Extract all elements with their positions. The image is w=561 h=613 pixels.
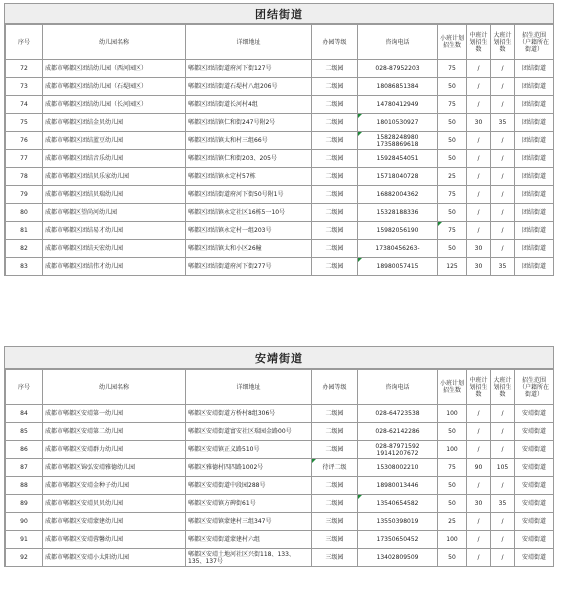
cell-level: 二级园 [312, 96, 358, 114]
cell-kindergarten-name: 成都市郫都区安靖金种子幼儿园 [43, 477, 186, 495]
header-col-phone: 咨询电话 [358, 25, 438, 60]
cell-large-class: / [491, 531, 515, 549]
cell-level: 二级园 [312, 258, 358, 276]
cell-address: 郫都区安靖镇方碑街61号 [186, 495, 312, 513]
cell-small-class: 75 [438, 186, 467, 204]
section-tuanjie [4, 3, 554, 276]
cell-phone: 13550398019 [358, 513, 438, 531]
cell-level: 待评二级 [312, 459, 358, 477]
cell-small-class: 125 [438, 258, 467, 276]
cell-small-class: 100 [438, 441, 467, 459]
cell-small-class: 50 [438, 549, 467, 567]
cell-address: 郫都区团结镇永定村57栋 [186, 168, 312, 186]
table-row [6, 204, 554, 222]
cell-scope: 安靖街道 [515, 441, 554, 459]
header-col-scope: 招生范围（户籍所在街道） [515, 25, 554, 60]
header-col-small: 小班计划招生数 [438, 370, 467, 405]
cell-number: 92 [6, 549, 43, 567]
table-row [6, 423, 554, 441]
cell-number: 88 [6, 477, 43, 495]
cell-phone: 13540654582 [358, 495, 438, 513]
cell-large-class: 35 [491, 495, 515, 513]
cell-small-class: 75 [438, 96, 467, 114]
cell-kindergarten-name: 成都市郫都区团结幼儿园（西河园区） [43, 60, 186, 78]
cell-small-class: 75 [438, 60, 467, 78]
cell-middle-class: / [467, 186, 491, 204]
header-col-no: 序号 [6, 25, 43, 60]
cell-kindergarten-name: 成都市郫都区安靖蓉馨幼儿园 [43, 531, 186, 549]
cell-phone: 18010530927 [358, 114, 438, 132]
cell-level: 二级园 [312, 222, 358, 240]
cell-middle-class: / [467, 441, 491, 459]
cell-number: 91 [6, 531, 43, 549]
cell-small-class: 25 [438, 168, 467, 186]
cell-address: 郫都区团结镇仁和街203、205号 [186, 150, 312, 168]
cell-address: 郫都区团结街道府河下街50号附1号 [186, 186, 312, 204]
cell-large-class: / [491, 78, 515, 96]
table-header-row [6, 25, 554, 60]
cell-middle-class: / [467, 132, 491, 150]
table-row [6, 222, 554, 240]
cell-small-class: 50 [438, 78, 467, 96]
kindergarten-table [5, 369, 554, 567]
header-col-large: 大班计划招生数 [491, 370, 515, 405]
cell-middle-class: 30 [467, 114, 491, 132]
cell-phone: 17350650452 [358, 531, 438, 549]
header-col-level: 办园等级 [312, 370, 358, 405]
cell-address: 郫都区团结街道府河下街277号 [186, 258, 312, 276]
cell-scope: 团结街道 [515, 204, 554, 222]
cell-scope: 团结街道 [515, 60, 554, 78]
cell-level: 二级园 [312, 150, 358, 168]
cell-middle-class: / [467, 531, 491, 549]
cell-small-class: 50 [438, 150, 467, 168]
cell-number: 77 [6, 150, 43, 168]
cell-number: 81 [6, 222, 43, 240]
cell-address: 郫都区安靖土地河社区兴街118、133、135、137号 [186, 549, 312, 567]
cell-middle-class: / [467, 168, 491, 186]
cell-scope: 安靖街道 [515, 531, 554, 549]
cell-scope: 团结街道 [515, 240, 554, 258]
header-col-address: 详细地址 [186, 25, 312, 60]
table-row [6, 240, 554, 258]
cell-middle-class: / [467, 222, 491, 240]
table-row [6, 459, 554, 477]
table-row [6, 549, 554, 567]
cell-middle-class: / [467, 204, 491, 222]
cell-kindergarten-name: 成都市郫都区团结贝瑞幼儿园 [43, 186, 186, 204]
cell-scope: 团结街道 [515, 168, 554, 186]
cell-middle-class: 30 [467, 240, 491, 258]
cell-level: 二级园 [312, 477, 358, 495]
cell-address: 郫都区安靖街道中段园288号 [186, 477, 312, 495]
cell-scope: 安靖街道 [515, 423, 554, 441]
table-row [6, 513, 554, 531]
cell-number: 80 [6, 204, 43, 222]
cell-kindergarten-name: 成都市郫都区团结音乐幼儿园 [43, 150, 186, 168]
cell-address: 郫都区团结镇永定村一组203号 [186, 222, 312, 240]
cell-level: 二级园 [312, 240, 358, 258]
cell-level: 二级园 [312, 204, 358, 222]
cell-large-class: / [491, 222, 515, 240]
header-col-no: 序号 [6, 370, 43, 405]
table-row [6, 78, 554, 96]
cell-level: 二级园 [312, 405, 358, 423]
header-col-phone: 咨询电话 [358, 370, 438, 405]
cell-phone: 028-87971592 19141207672 [358, 441, 438, 459]
cell-level: 三级园 [312, 513, 358, 531]
cell-small-class: 50 [438, 423, 467, 441]
cell-middle-class: / [467, 423, 491, 441]
cell-kindergarten-name: 成都市郫都区望尚河幼儿园 [43, 204, 186, 222]
cell-phone: 15928454051 [358, 150, 438, 168]
cell-large-class: / [491, 441, 515, 459]
cell-small-class: 75 [438, 222, 467, 240]
cell-small-class: 50 [438, 240, 467, 258]
cell-middle-class: / [467, 78, 491, 96]
table-header-row [6, 370, 554, 405]
header-col-small: 小班计划招生数 [438, 25, 467, 60]
header-col-middle: 中班计划招生数 [467, 370, 491, 405]
cell-phone: 15982056190 [358, 222, 438, 240]
header-col-middle: 中班计划招生数 [467, 25, 491, 60]
cell-number: 83 [6, 258, 43, 276]
cell-phone: 17380456263- [358, 240, 438, 258]
cell-scope: 团结街道 [515, 150, 554, 168]
cell-level: 二级园 [312, 495, 358, 513]
cell-number: 74 [6, 96, 43, 114]
cell-large-class: / [491, 186, 515, 204]
cell-kindergarten-name: 成都市郫都区团结金贝幼儿园 [43, 114, 186, 132]
cell-address: 郫都区团结镇永定社区16栋5一10号 [186, 204, 312, 222]
cell-phone: 028-87952203 [358, 60, 438, 78]
cell-small-class: 50 [438, 204, 467, 222]
cell-address: 郫都区安靖镇蒙建村三组347号 [186, 513, 312, 531]
cell-kindergarten-name: 成都市郫都区团结天宏幼儿园 [43, 240, 186, 258]
cell-large-class: / [491, 513, 515, 531]
cell-large-class: / [491, 549, 515, 567]
cell-middle-class: 90 [467, 459, 491, 477]
cell-large-class: / [491, 168, 515, 186]
table-row [6, 477, 554, 495]
header-col-name: 幼儿园名称 [43, 370, 186, 405]
cell-middle-class: 30 [467, 495, 491, 513]
cell-address: 郫都区安靖街道蒙建村六组 [186, 531, 312, 549]
cell-kindergarten-name: 成都市郫都区安靖蒙建幼儿园 [43, 513, 186, 531]
cell-level: 三级园 [312, 549, 358, 567]
cell-number: 79 [6, 186, 43, 204]
cell-large-class: / [491, 204, 515, 222]
cell-middle-class: / [467, 477, 491, 495]
cell-middle-class: / [467, 96, 491, 114]
cell-phone: 18086851384 [358, 78, 438, 96]
cell-address: 郫都区团结街道石堤村八组206号 [186, 78, 312, 96]
cell-large-class: / [491, 423, 515, 441]
cell-scope: 团结街道 [515, 186, 554, 204]
cell-phone: 13402809509 [358, 549, 438, 567]
cell-scope: 团结街道 [515, 222, 554, 240]
cell-kindergarten-name: 成都市郫都区安靖第二幼儿园 [43, 423, 186, 441]
cell-scope: 安靖街道 [515, 459, 554, 477]
cell-small-class: 25 [438, 513, 467, 531]
section-anjing [4, 346, 554, 567]
cell-kindergarten-name: 成都市郫都区安靖贝贝幼儿园 [43, 495, 186, 513]
cell-level: 二级园 [312, 114, 358, 132]
cell-middle-class: / [467, 150, 491, 168]
table-row [6, 531, 554, 549]
table-row [6, 150, 554, 168]
kindergarten-table [5, 24, 554, 276]
cell-phone: 028-62142286 [358, 423, 438, 441]
cell-level: 三级园 [312, 531, 358, 549]
table-row [6, 405, 554, 423]
cell-phone: 15308002210 [358, 459, 438, 477]
cell-scope: 安靖街道 [515, 495, 554, 513]
header-col-level: 办园等级 [312, 25, 358, 60]
cell-scope: 安靖街道 [515, 405, 554, 423]
cell-level: 二级园 [312, 168, 358, 186]
cell-address: 郫都区安靖街道富安社区瑞园金路00号 [186, 423, 312, 441]
cell-small-class: 100 [438, 405, 467, 423]
cell-large-class: / [491, 240, 515, 258]
cell-large-class: / [491, 477, 515, 495]
cell-address: 郫都区雅德村四四路1002号 [186, 459, 312, 477]
cell-small-class: 50 [438, 114, 467, 132]
cell-small-class: 75 [438, 459, 467, 477]
cell-address: 郫都区团结镇太和小区26幢 [186, 240, 312, 258]
cell-kindergarten-name: 成都市郫都区团结幼儿园（长河园区） [43, 96, 186, 114]
cell-kindergarten-name: 成都市郫都区团结幼儿园（石堤园区） [43, 78, 186, 96]
cell-middle-class: / [467, 405, 491, 423]
cell-kindergarten-name: 成都市郫都区安靖群力幼儿园 [43, 441, 186, 459]
header-col-scope: 招生范围（户籍所在街道） [515, 370, 554, 405]
cell-small-class: 50 [438, 132, 467, 150]
cell-kindergarten-name: 成都市郫都区锦弘安靖雅德幼儿园 [43, 459, 186, 477]
cell-scope: 团结街道 [515, 132, 554, 150]
cell-number: 90 [6, 513, 43, 531]
cell-large-class: / [491, 150, 515, 168]
cell-phone: 18980013446 [358, 477, 438, 495]
cell-address: 郫都区团结街道府河下街127号 [186, 60, 312, 78]
cell-address: 郫都区安靖街道方桥村8组306号 [186, 405, 312, 423]
cell-scope: 团结街道 [515, 78, 554, 96]
table-row [6, 441, 554, 459]
cell-scope: 团结街道 [515, 96, 554, 114]
cell-address: 郫都区团结镇仁和街247号附2号 [186, 114, 312, 132]
section-title: 团结街道 [5, 3, 553, 24]
cell-number: 82 [6, 240, 43, 258]
cell-level: 二级园 [312, 423, 358, 441]
cell-phone: 16882004362 [358, 186, 438, 204]
cell-number: 76 [6, 132, 43, 150]
cell-number: 75 [6, 114, 43, 132]
cell-address: 郫都区安靖镇正义路510号 [186, 441, 312, 459]
cell-kindergarten-name: 成都市郫都区团结伟才幼儿园 [43, 258, 186, 276]
cell-phone: 15718040728 [358, 168, 438, 186]
cell-level: 二级园 [312, 441, 358, 459]
cell-large-class: 35 [491, 258, 515, 276]
cell-number: 73 [6, 78, 43, 96]
table-row [6, 258, 554, 276]
cell-large-class: / [491, 96, 515, 114]
cell-phone: 18980057415 [358, 258, 438, 276]
table-row [6, 168, 554, 186]
cell-phone: 14780412949 [358, 96, 438, 114]
cell-small-class: 100 [438, 531, 467, 549]
table-row [6, 114, 554, 132]
cell-middle-class: / [467, 513, 491, 531]
cell-level: 二级园 [312, 78, 358, 96]
table-row [6, 495, 554, 513]
cell-phone: 15828248980 17358869618 [358, 132, 438, 150]
cell-kindergarten-name: 成都市郫都区安靖第一幼儿园 [43, 405, 186, 423]
table-row [6, 132, 554, 150]
header-col-large: 大班计划招生数 [491, 25, 515, 60]
cell-middle-class: 30 [467, 258, 491, 276]
cell-address: 郫都区团结镇太和村三组66号 [186, 132, 312, 150]
cell-kindergarten-name: 成都市郫都区安靖小太阳幼儿园 [43, 549, 186, 567]
cell-scope: 安靖街道 [515, 549, 554, 567]
header-col-name: 幼儿园名称 [43, 25, 186, 60]
cell-scope: 安靖街道 [515, 477, 554, 495]
cell-level: 二级园 [312, 186, 358, 204]
cell-large-class: 105 [491, 459, 515, 477]
cell-large-class: / [491, 132, 515, 150]
cell-large-class: / [491, 60, 515, 78]
cell-number: 86 [6, 441, 43, 459]
cell-small-class: 50 [438, 495, 467, 513]
cell-kindergarten-name: 成都市郫都区团结易才幼儿园 [43, 222, 186, 240]
cell-scope: 团结街道 [515, 258, 554, 276]
cell-number: 72 [6, 60, 43, 78]
cell-level: 二级园 [312, 132, 358, 150]
cell-number: 84 [6, 405, 43, 423]
cell-phone: 15328188336 [358, 204, 438, 222]
cell-number: 78 [6, 168, 43, 186]
cell-number: 87 [6, 459, 43, 477]
cell-address: 郫都区团结街道长河村4组 [186, 96, 312, 114]
section-title: 安靖街道 [5, 346, 553, 369]
cell-large-class: / [491, 405, 515, 423]
cell-level: 二级园 [312, 60, 358, 78]
cell-phone: 028-64723538 [358, 405, 438, 423]
cell-kindergarten-name: 成都市郫都区团结贝乐家幼儿园 [43, 168, 186, 186]
cell-middle-class: / [467, 549, 491, 567]
cell-large-class: 35 [491, 114, 515, 132]
cell-number: 85 [6, 423, 43, 441]
cell-small-class: 50 [438, 477, 467, 495]
cell-scope: 安靖街道 [515, 513, 554, 531]
table-row [6, 186, 554, 204]
cell-number: 89 [6, 495, 43, 513]
table-row [6, 60, 554, 78]
cell-scope: 团结街道 [515, 114, 554, 132]
header-col-address: 详细地址 [186, 370, 312, 405]
table-row [6, 96, 554, 114]
cell-middle-class: / [467, 60, 491, 78]
cell-kindergarten-name: 成都市郫都区团结蓝豆幼儿园 [43, 132, 186, 150]
